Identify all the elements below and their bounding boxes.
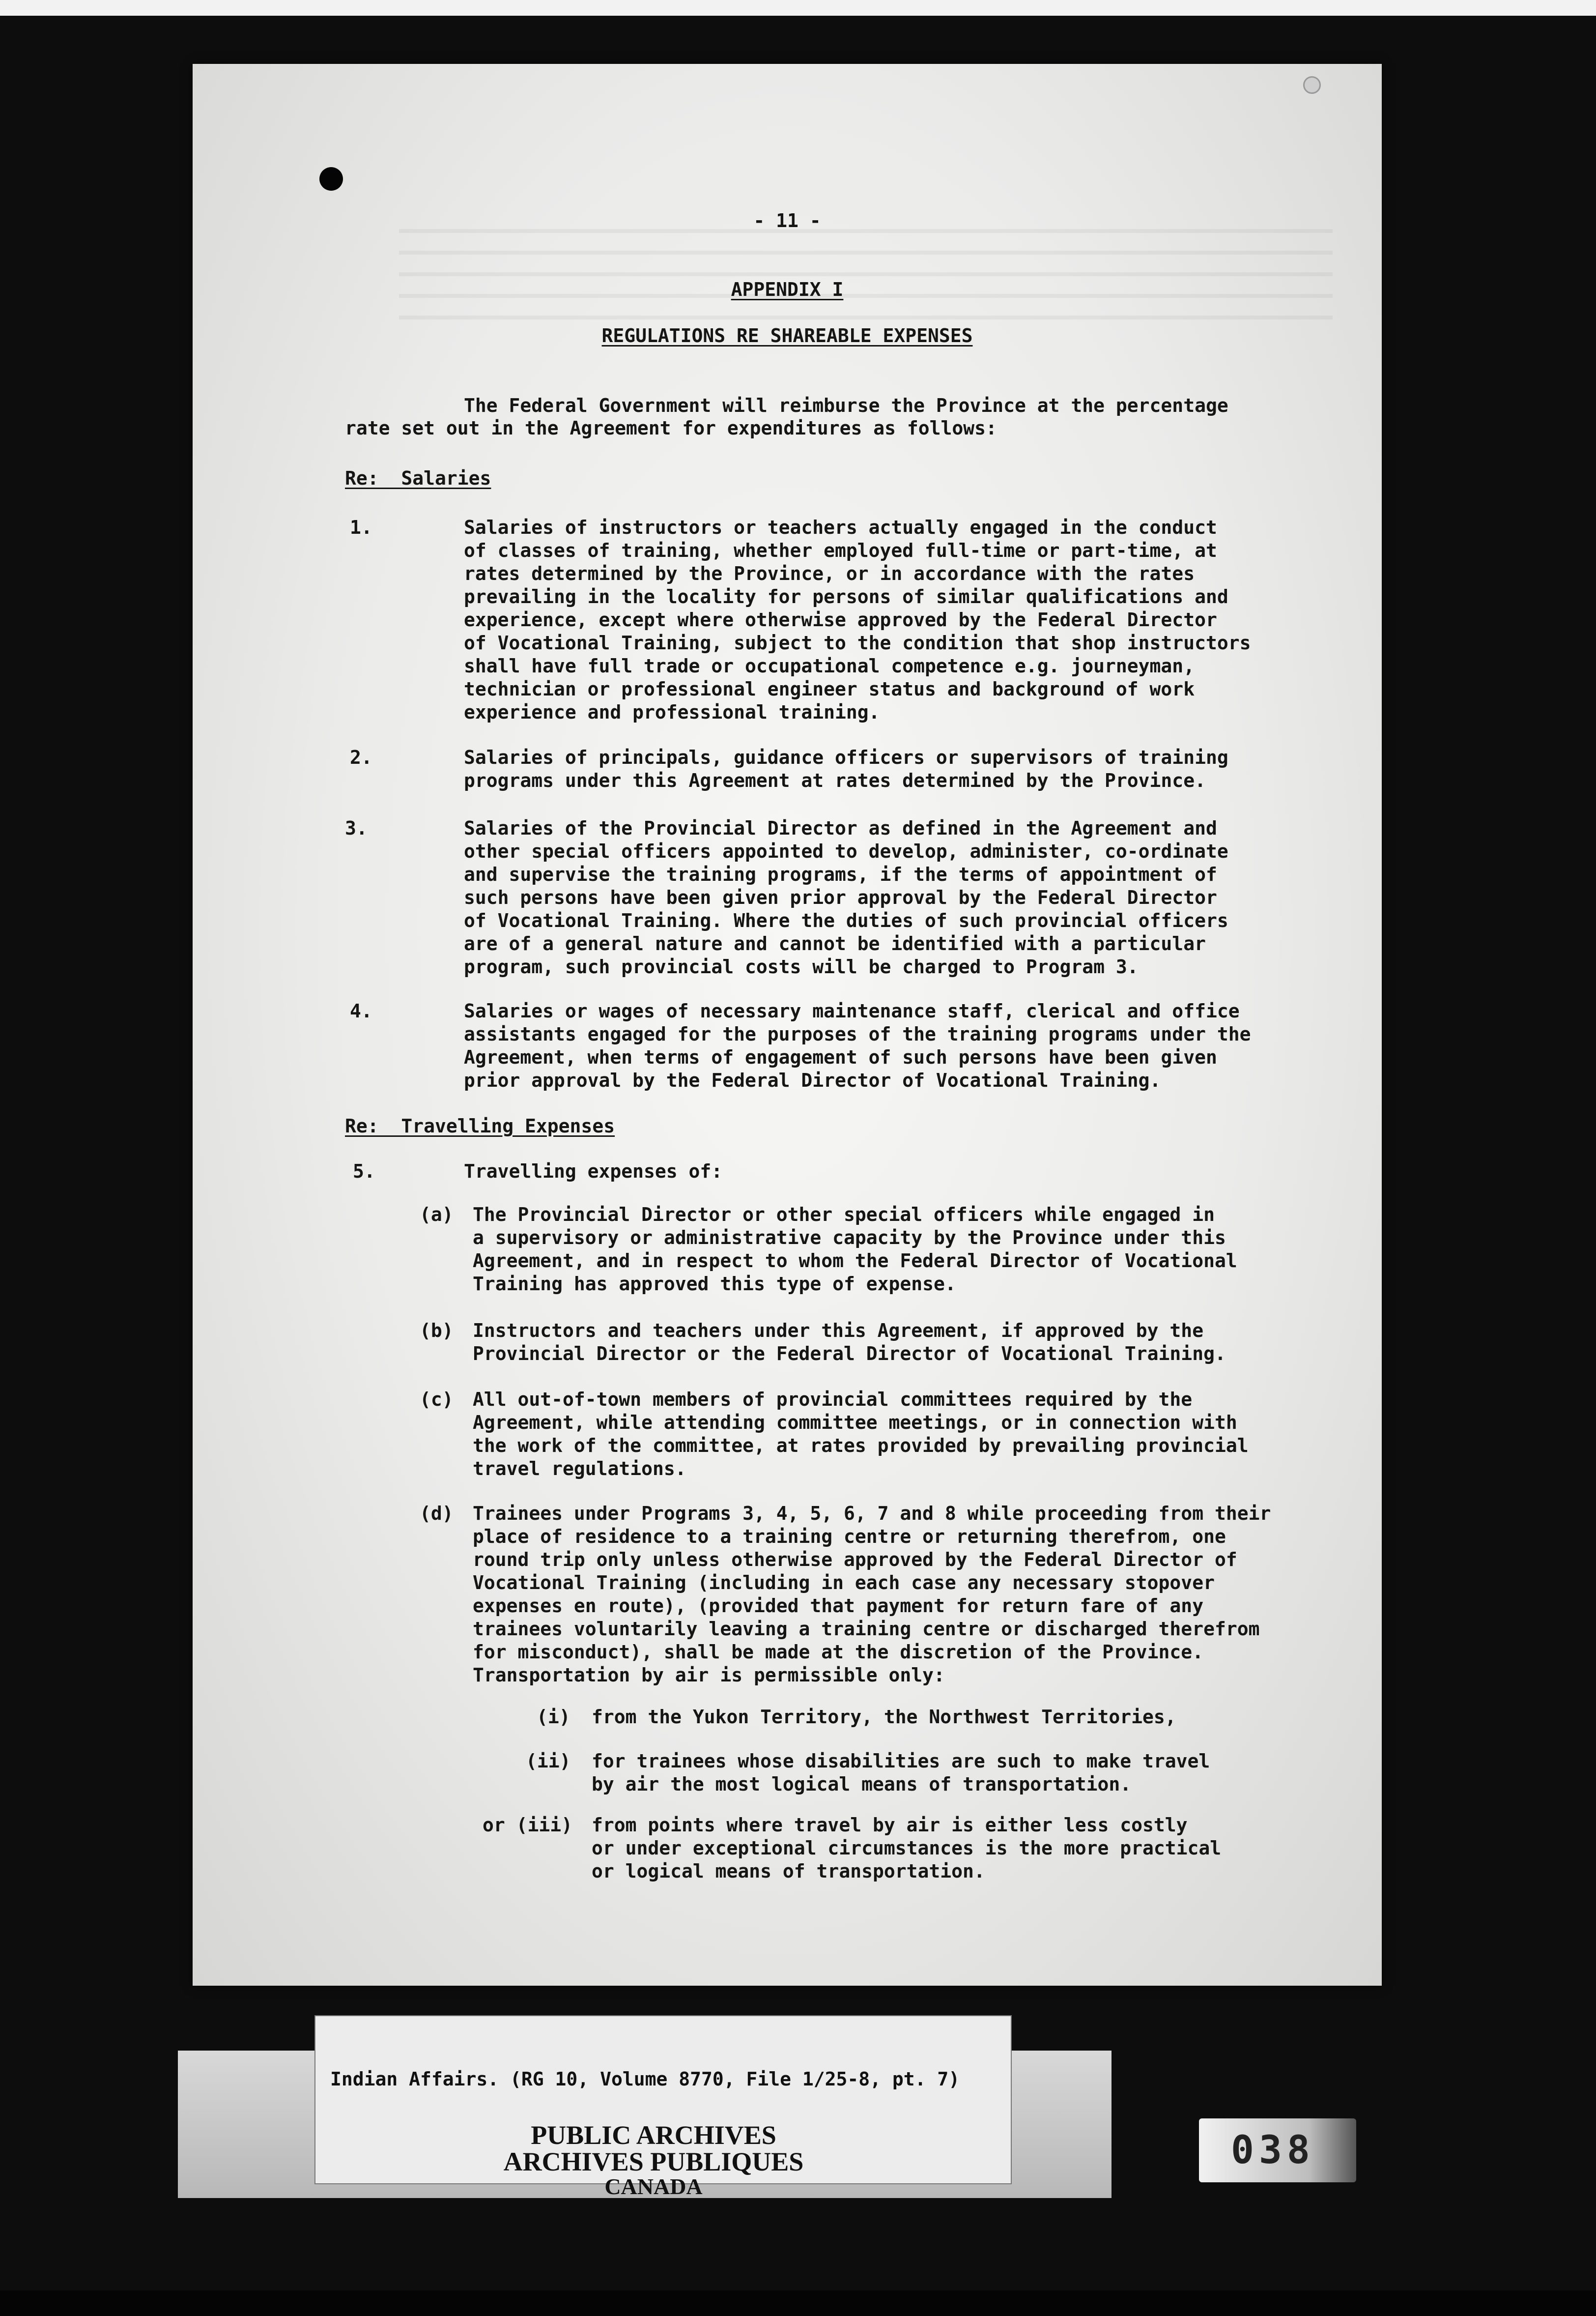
salaries-item-3: Salaries of the Provincial Director as defined in the Agreement and other special officers appointed to develop, administer, co-ordinate and supervise the training programs, if the terms of appointment of such persons have been given prior approval by the Federal Director of Vocational Training. Where the duties of such provincial officers are of a general nature and cannot be identified with a particular program, such provincial costs will be charged to Program 3.	[464, 817, 1228, 978]
air-item-ii: for trainees whose disabilities are such to make travel by air the most logical means of transportation.	[592, 1750, 1210, 1795]
intro-line-1: The Federal Government will reimburse the Province at the percentage	[464, 395, 1228, 416]
appendix-title: APPENDIX I	[731, 279, 844, 300]
item-number: 5.	[353, 1160, 375, 1182]
salaries-item-1: Salaries of instructors or teachers actually engaged in the conduct of classes of training, whether employed full-time or part-time, at rates determined by the Province, or in accordance with the rates prevailing in the locality for persons of similar qualifications and experience, except where otherwise approved by the Federal Director of Vocational Training, subject to the condition that shop instructors shall have full trade or occupational competence e.g. journeyman, technician or professional engineer status and background of work experience and professional training.	[464, 517, 1251, 723]
travel-item-c: All out-of-town members of provincial committees required by the Agreement, while attending committee meetings, or in connection with the work of the committee, at rates provided by prevailing provincial travel regulations.	[473, 1389, 1249, 1479]
item-number: 4.	[350, 1000, 372, 1022]
sub-sub-label: (i)	[537, 1706, 570, 1728]
document-page	[193, 64, 1382, 1986]
film-frame-bottom	[0, 2290, 1596, 2316]
sub-sub-label: (ii)	[526, 1750, 571, 1772]
punch-hole	[319, 167, 343, 191]
archive-label-country: CANADA	[604, 2174, 703, 2199]
salaries-item-4: Salaries or wages of necessary maintenance staff, clerical and office assistants engaged for the purposes of the training programs under the Agreement, when terms of engagement of such persons have been given prior approval by the Federal Director of Vocational Training.	[464, 1000, 1251, 1091]
item-number: 3.	[345, 817, 368, 839]
film-frame-top	[0, 0, 1596, 16]
sub-label: (d)	[420, 1503, 454, 1524]
air-item-i: from the Yukon Territory, the Northwest Territories,	[592, 1706, 1176, 1728]
frame-number: 038	[1231, 2128, 1315, 2172]
archive-caption: Indian Affairs. (RG 10, Volume 8770, File 1/25-8, pt. 7)	[330, 2068, 960, 2090]
archive-label-en: PUBLIC ARCHIVES	[531, 2120, 776, 2150]
salaries-heading: Re: Salaries	[345, 467, 491, 489]
travel-item-b: Instructors and teachers under this Agreement, if approved by the Provincial Director or the Federal Director of Vocational Training.	[473, 1320, 1226, 1364]
air-item-iii: from points where travel by air is either less costly or under exceptional circumstances is the more practical or logical means of transportation.	[592, 1814, 1222, 1882]
section-title: REGULATIONS RE SHAREABLE EXPENSES	[601, 325, 973, 347]
travel-heading: Re: Travelling Expenses	[345, 1115, 615, 1137]
sub-label: (a)	[420, 1204, 454, 1225]
sub-label: (c)	[420, 1389, 454, 1410]
item-number: 1.	[350, 517, 372, 538]
intro-line-2: rate set out in the Agreement for expenditures as follows:	[345, 417, 997, 439]
sub-label: (b)	[420, 1320, 454, 1341]
salaries-item-2: Salaries of principals, guidance officers or supervisors of training programs under this Agreement at rates determined by the Province.	[464, 747, 1228, 791]
archive-label-fr: ARCHIVES PUBLIQUES	[503, 2147, 804, 2176]
corner-mark	[1303, 76, 1321, 94]
page-number: - 11 -	[753, 210, 821, 232]
travel-intro: Travelling expenses of:	[464, 1160, 723, 1182]
sub-sub-label: or (iii)	[483, 1814, 573, 1836]
item-number: 2.	[350, 747, 372, 768]
travel-item-d: Trainees under Programs 3, 4, 5, 6, 7 and 8 while proceeding from their place of residence to a training centre or returning therefrom, one round trip only unless otherwise approved by the Federal Director of Vocational Training (including in each case any necessary stopover expenses en route), (provided that payment for return fare of any trainees voluntarily leaving a training centre or discharged therefrom for misconduct), shall be made at the discretion of the Province. Transportation by air is permissible only:	[473, 1503, 1271, 1686]
travel-item-a: The Provincial Director or other special officers while engaged in a supervisory or administrative capacity by the Province under this Agreement, and in respect to whom the Federal Director of Vocational Training has approved this type of expense.	[473, 1204, 1237, 1295]
